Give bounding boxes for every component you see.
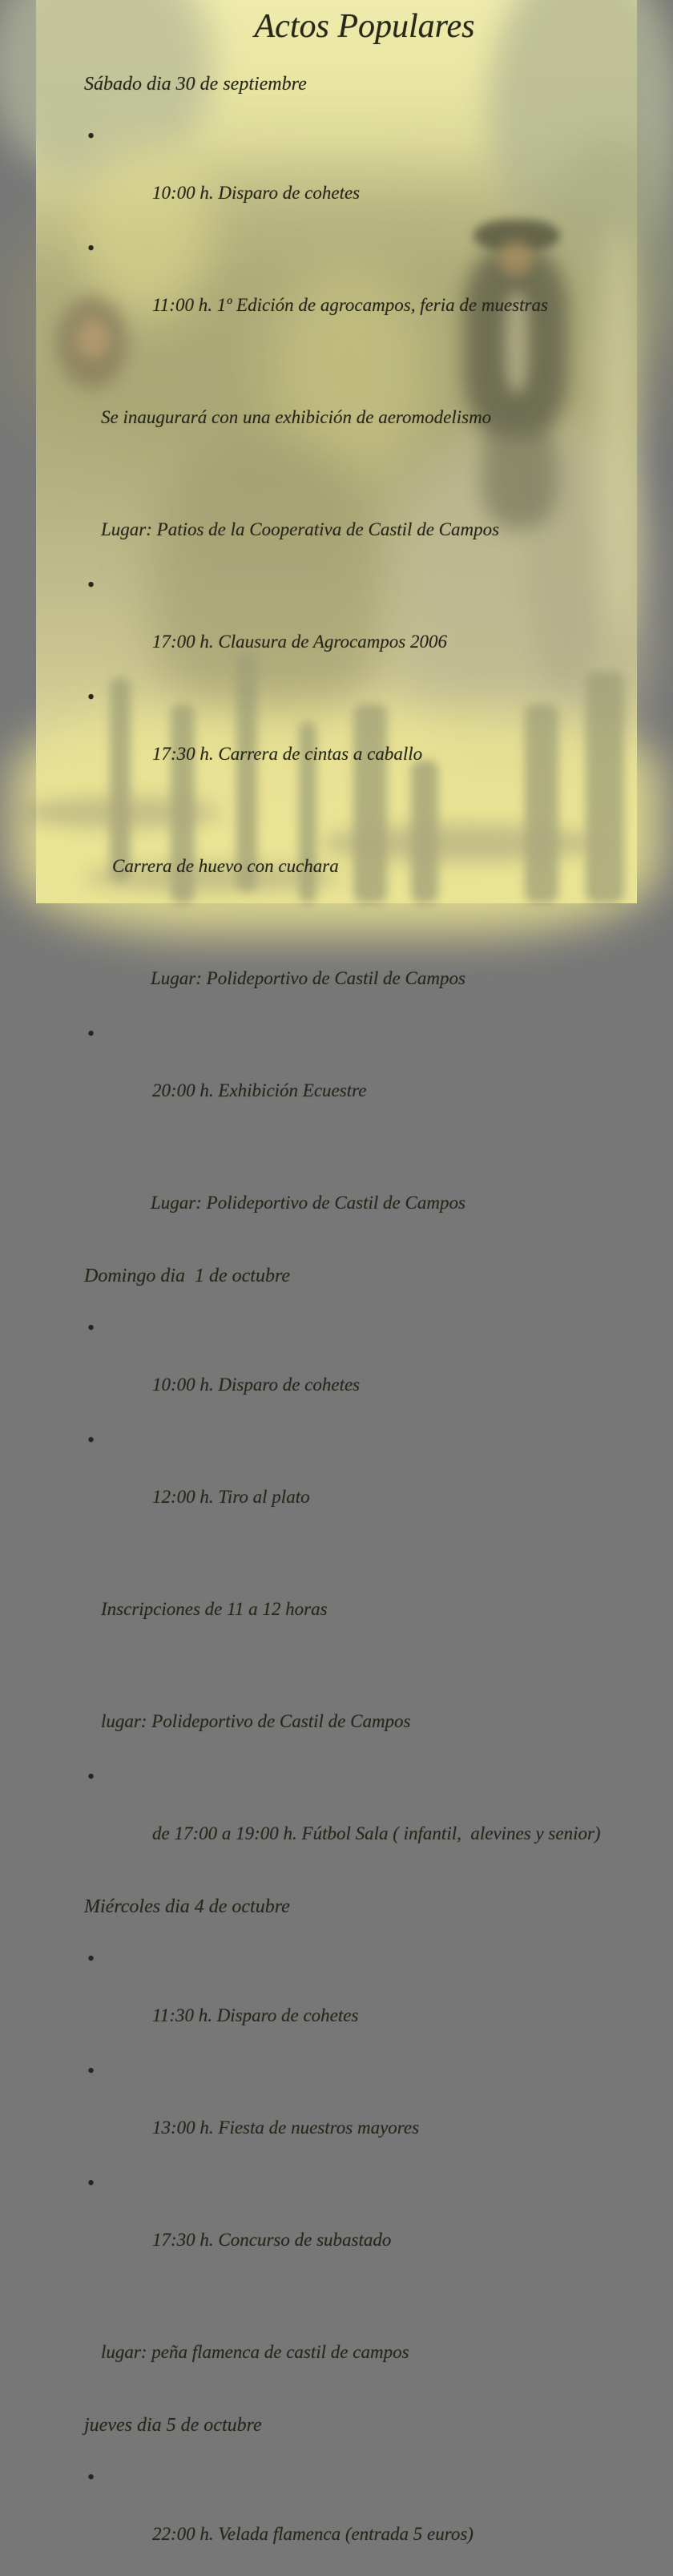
event-line xyxy=(36,347,637,459)
poster-title: Actos Populares xyxy=(254,8,475,45)
event-text: 12:00 h. Tiro al plato xyxy=(152,1487,310,1507)
event-text: 20:00 h. Exhibición Ecuestre xyxy=(152,1080,367,1100)
event-line xyxy=(36,1427,637,1539)
event-day-section xyxy=(36,71,637,1245)
bullet-icon: • xyxy=(87,685,95,709)
bullet-icon: • xyxy=(87,2059,95,2082)
event-poster xyxy=(36,0,637,2544)
event-text: 11:00 h. 1º Edición de agrocampos, feria de muestras xyxy=(152,295,548,315)
event-text: lugar: peña flamenca de castil de campos xyxy=(101,2342,409,2362)
section-lines xyxy=(36,2464,637,2576)
event-line xyxy=(36,2170,637,2282)
section-lines xyxy=(36,1314,637,1875)
bullet-icon: • xyxy=(87,1947,95,1970)
event-text: 13:00 h. Fiesta de nuestros mayores xyxy=(152,2118,420,2138)
event-text: de 17:00 a 19:00 h. Fútbol Sala ( infantil, alevines y senior) xyxy=(152,1823,601,1843)
event-text: 17:00 h. Clausura de Agrocampos 2006 xyxy=(152,632,447,652)
event-text: 10:00 h. Disparo de cohetes xyxy=(152,183,361,203)
event-day-section xyxy=(36,2412,637,2576)
event-day-section xyxy=(36,1262,637,1875)
event-line xyxy=(36,1763,637,1875)
event-line xyxy=(36,123,637,235)
day-heading: jueves dia 5 de octubre xyxy=(84,2415,262,2436)
bullet-icon: • xyxy=(87,2171,95,2194)
day-heading: Domingo dia 1 de octubre xyxy=(84,1266,291,1286)
event-line xyxy=(36,1314,637,1427)
bullet-icon: • xyxy=(87,1428,95,1452)
event-line xyxy=(36,2464,637,2576)
poster-content xyxy=(36,0,637,2544)
event-line xyxy=(36,2057,637,2170)
event-text: Lugar: Polideportivo de Castil de Campos xyxy=(151,1193,465,1213)
event-line xyxy=(36,908,637,1020)
section-lines xyxy=(36,1945,637,2394)
bullet-icon: • xyxy=(87,124,95,147)
event-line xyxy=(36,684,637,796)
bullet-icon: • xyxy=(87,2465,95,2489)
section-lines xyxy=(36,123,637,1245)
event-text: 22:00 h. Velada flamenca (entrada 5 euros) xyxy=(152,2524,474,2544)
bullet-icon: • xyxy=(87,1765,95,1788)
event-line xyxy=(36,1539,637,1651)
event-line xyxy=(36,1020,637,1133)
event-text: 17:30 h. Concurso de subastado xyxy=(152,2230,392,2250)
event-text: Carrera de huevo con cuchara xyxy=(112,856,339,876)
event-text: 10:00 h. Disparo de cohetes xyxy=(152,1375,361,1395)
event-text: Lugar: Patios de la Cooperativa de Castil de Campos xyxy=(101,519,500,539)
day-heading: Miércoles dia 4 de octubre xyxy=(84,1896,290,1917)
event-line xyxy=(36,796,637,908)
event-line xyxy=(36,459,637,571)
event-line xyxy=(36,235,637,347)
event-line xyxy=(36,2282,637,2394)
event-line xyxy=(36,1945,637,2057)
bullet-icon: • xyxy=(87,1316,95,1339)
bullet-icon: • xyxy=(87,236,95,260)
event-day-section xyxy=(36,1893,637,2394)
bullet-icon: • xyxy=(87,573,95,596)
event-line xyxy=(36,1651,637,1763)
event-text: Inscripciones de 11 a 12 horas xyxy=(101,1599,328,1619)
event-text: lugar: Polideportivo de Castil de Campos xyxy=(101,1711,411,1731)
day-heading: Sábado dia 30 de septiembre xyxy=(84,74,307,95)
events-list xyxy=(36,71,637,2576)
event-line xyxy=(36,1133,637,1245)
event-text: 17:30 h. Carrera de cintas a caballo xyxy=(152,744,423,764)
event-line xyxy=(36,571,637,684)
bullet-icon: • xyxy=(87,1022,95,1045)
event-text: Se inaugurará con una exhibición de aeromodelismo xyxy=(101,407,492,427)
event-text: 11:30 h. Disparo de cohetes xyxy=(152,2005,359,2025)
event-text: Lugar: Polideportivo de Castil de Campos xyxy=(151,968,465,988)
